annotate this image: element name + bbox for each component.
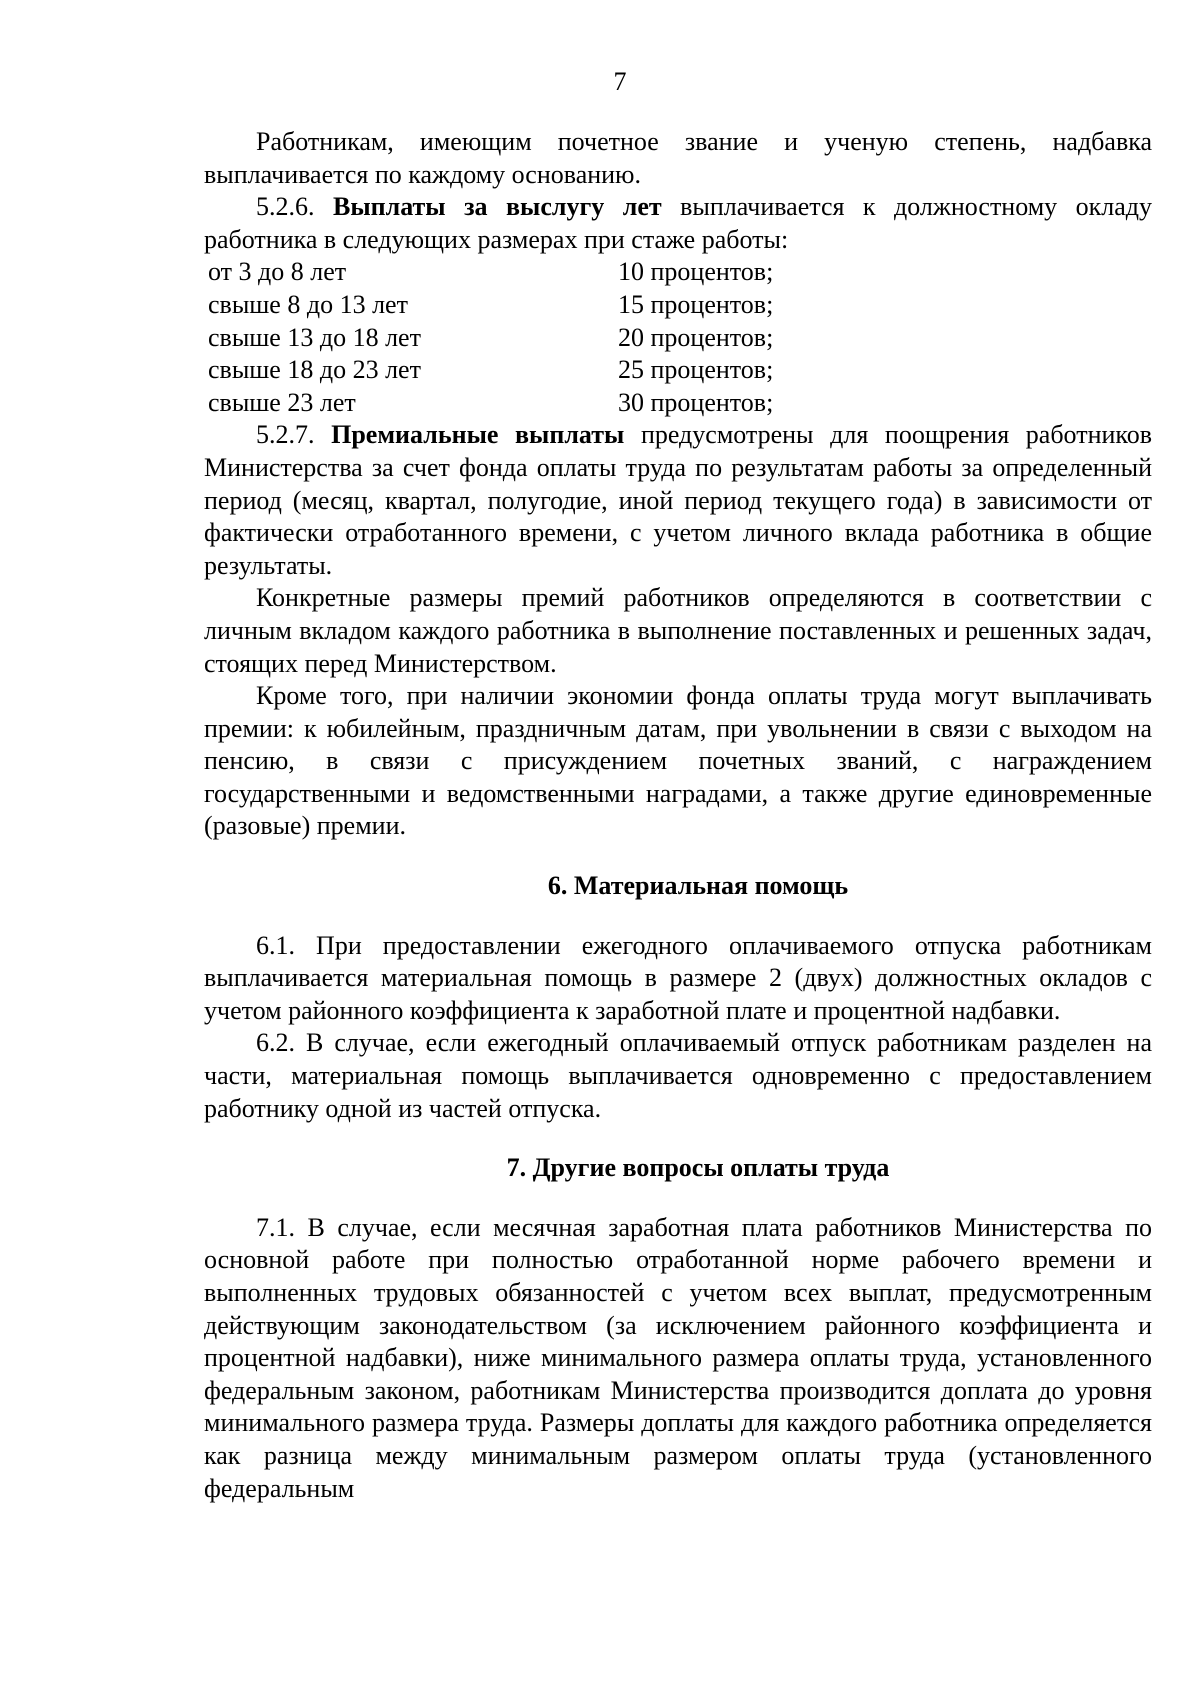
section-heading-6: 6. Материальная помощь [547,871,849,901]
paragraph-5-2-7 [204,419,1152,582]
seniority-rate: 20 процентов; [618,322,774,352]
section-heading-7: 7. Другие вопросы оплаты труда [506,1153,890,1183]
clause-title: Премиальные выплаты [331,420,625,450]
page-number: 7 [613,67,627,96]
paragraph-5-2-6 [204,191,1152,256]
seniority-period: свыше 8 до 13 лет [208,289,408,319]
paragraph-honorary-title: Работникам, имеющим почетное звание и ученую степень, надбавка выплачивается по каждому основанию. [204,127,1152,189]
seniority-period: свыше 18 до 23 лет [208,355,421,385]
seniority-table [204,256,1152,419]
seniority-row [204,387,1152,420]
seniority-period: свыше 13 до 18 лет [208,322,421,352]
paragraph-7-1: 7.1. В случае, если месячная заработная плата работников Министерства по основной работе при полностью отработанной норме рабочего времени и выполненных трудовых обязанностей с учетом всех выплат, предусмотренным действующим законодательством (за исключением районного коэффициента и процентной надбавки), ниже минимального размера оплаты труда, установленного федеральным законом, работникам Министерства производится доплата до уровня минимального размера труда. Размеры доплаты для каждого работника определяется как разница между минимальным размером оплаты труда (установленного федеральным [204,1212,1152,1503]
seniority-period: от 3 до 8 лет [208,257,347,287]
paragraph-6-1: 6.1. При предоставлении ежегодного оплачиваемого отпуска работникам выплачивается материальная помощь в размере 2 (двух) должностных окладов с учетом районного коэффициента к заработной плате и процентной надбавки. [204,930,1152,1025]
seniority-period: свыше 23 лет [208,387,356,417]
paragraph-bonus-amounts: Конкретные размеры премий работников определяются в соответствии с личным вкладом каждого работника в выполнение поставленных и решенных задач, стоящих перед Министерством. [204,583,1152,678]
paragraph-6-2: 6.2. В случае, если ежегодный оплачиваемый отпуск работникам разделен на части, материальная помощь выплачивается одновременно с предоставлением работнику одной из частей отпуска. [204,1028,1152,1123]
seniority-rate: 25 процентов; [618,355,774,385]
clause-text: предусмотрены для поощрения работников Министерства за счет фонда оплаты труда по результатам работы за определенный период (месяц, квартал, полугодие, иной период текущего года) в зависимости от фактически отработанного времени, с учетом личного вклада работника в общие результаты. [204,420,1152,580]
paragraph-additional-bonuses: Кроме того, при наличии экономии фонда оплаты труда могут выплачивать премии: к юбилейным, праздничным датам, при увольнении в связи с выходом на пенсию, в связи с присуждением почетных званий, с награждением государственными и ведомственными наградами, а также другие единовременные (разовые) премии. [204,681,1152,841]
document-body [204,126,1152,1505]
clause-number: 5.2.7. [256,420,315,450]
seniority-row [204,354,1152,387]
clause-title: Выплаты за выслугу лет [332,192,662,222]
seniority-row [204,256,1152,289]
seniority-rate: 30 процентов; [618,387,774,417]
seniority-rate: 15 процентов; [618,289,774,319]
seniority-rate: 10 процентов; [618,257,774,287]
clause-number: 5.2.6. [256,192,315,222]
seniority-row [204,322,1152,355]
seniority-row [204,289,1152,322]
clause-text: выплачивается к должностному окладу работника в следующих размерах при стаже работы: [204,192,1153,254]
